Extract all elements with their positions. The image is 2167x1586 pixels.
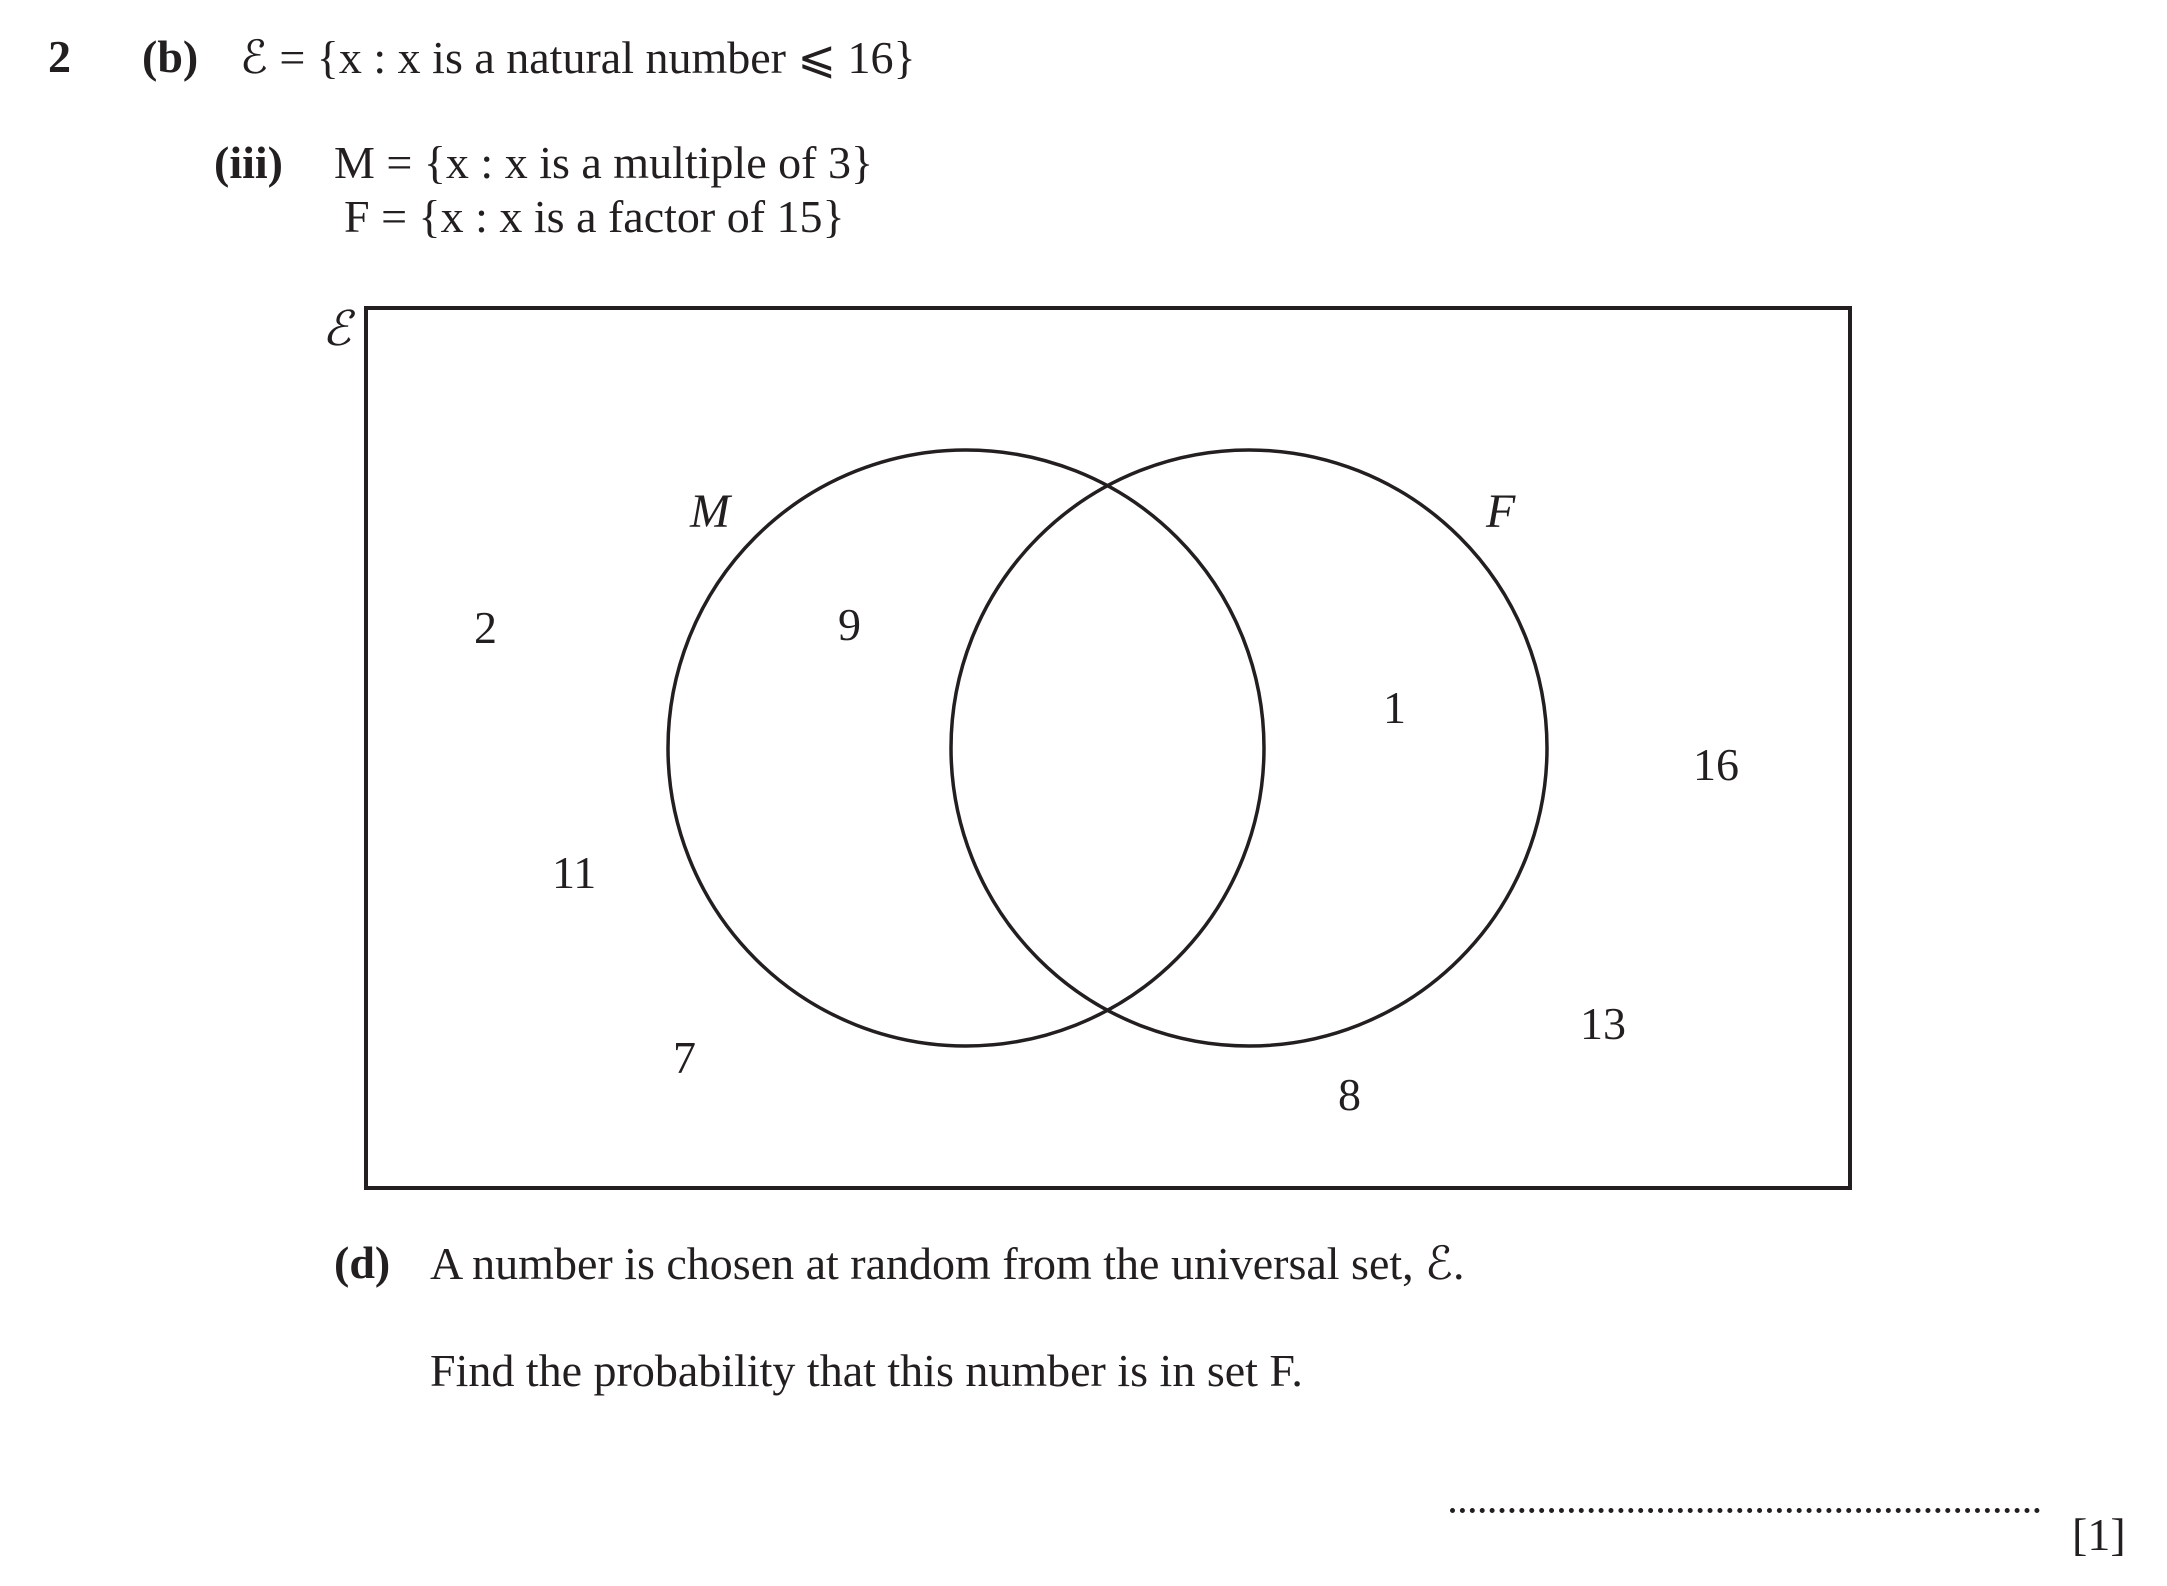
venn-number-11: 11: [552, 847, 597, 898]
set-m-definition: M = {x : x is a multiple of 3}: [334, 137, 874, 188]
venn-number-16: 16: [1693, 739, 1739, 790]
part-iii-label: (iii): [214, 137, 283, 188]
set-f-label: F: [1486, 485, 1516, 538]
question-number: 2: [48, 31, 71, 82]
venn-number-1: 1: [1383, 682, 1406, 733]
set-f-circle: [951, 450, 1547, 1046]
part-d-label: (d): [334, 1237, 391, 1288]
set-m-label: M: [690, 485, 730, 538]
venn-number-8: 8: [1338, 1069, 1361, 1120]
part-d-question: Find the probability that this number is in set F.: [430, 1345, 1303, 1396]
venn-number-9: 9: [838, 599, 861, 650]
set-f-definition: F = {x : x is a factor of 15}: [344, 191, 845, 242]
venn-number-2: 2: [474, 602, 497, 653]
universal-set-rectangle: [366, 308, 1850, 1188]
universal-set-rule: = {x : x is a natural number ⩽ 16}: [267, 32, 916, 83]
venn-number-13: 13: [1580, 998, 1626, 1049]
venn-number-7: 7: [673, 1032, 696, 1083]
universal-set-label: ℰ: [322, 303, 352, 356]
universal-set-symbol: ℰ: [240, 32, 268, 83]
part-d-statement: A number is chosen at random from the universal set, ℰ.: [430, 1238, 1465, 1289]
answer-line[interactable]: [1450, 1508, 2040, 1513]
marks-label: [1]: [2072, 1509, 2126, 1560]
part-b-label: (b): [142, 31, 199, 82]
set-m-circle: [668, 450, 1264, 1046]
